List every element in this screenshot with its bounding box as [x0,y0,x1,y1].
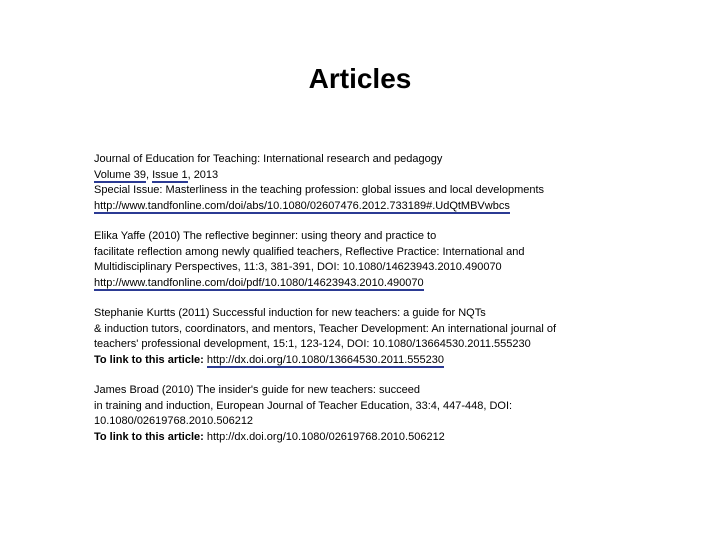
link-label: To link to this article: [94,353,204,366]
citation-line: Multidisciplinary Perspectives, 11:3, 381-391, DOI: 10.1080/14623943.2010.490070 [94,261,502,273]
article-url-link[interactable]: http://dx.doi.org/10.1080/13664530.2011.555230 [206,353,444,366]
citation-line: & induction tutors, coordinators, and mentors, Teacher Development: An international journal of [94,322,557,335]
article-entry-journal [94,152,654,214]
citation-line: 10.1080/02619768.2010.506212 [94,415,254,427]
link-label: To link to this article: [94,430,204,443]
issue-link[interactable]: Issue 1 [152,168,188,181]
article-entry-kurtts [94,306,654,368]
separator: , [145,168,153,181]
article-entry-yaffe [94,229,654,291]
article-list [94,152,654,460]
citation-line: teachers' professional development, 15:1, 123-124, DOI: 10.1080/13664530.2011.555230 [94,338,531,350]
journal-volume-line [94,168,654,184]
article-url-text: http://dx.doi.org/10.1080/02619768.2010.506212 [206,430,445,443]
special-issue-text: Special Issue: Masterliness in the teaching profession: global issues and local developments [94,184,545,196]
citation-line: Stephanie Kurtts (2011) Successful induction for new teachers: a guide for NQTs [94,307,486,319]
article-entry-broad [94,383,654,445]
citation-line: James Broad (2010) The insider's guide for new teachers: succeed [94,384,420,396]
page-title: Articles [308,63,412,94]
article-url-link[interactable]: http://www.tandfonline.com/doi/pdf/10.1080/14623943.2010.490070 [94,276,424,289]
citation-line: in training and induction, European Journal of Teacher Education, 33:4, 447-448, DOI: [94,399,513,412]
citation-line: facilitate reflection among newly qualified teachers, Reflective Practice: International and [94,245,525,258]
year-text: , 2013 [187,168,219,181]
journal-title: Journal of Education for Teaching: International research and pedagogy [94,153,443,165]
citation-line: Elika Yaffe (2010) The reflective beginner: using theory and practice to [94,230,437,242]
volume-link[interactable]: Volume 39 [94,168,146,181]
article-url-link[interactable]: http://www.tandfonline.com/doi/abs/10.1080/02607476.2012.733189#.UdQtMBVwbcs [94,199,510,212]
